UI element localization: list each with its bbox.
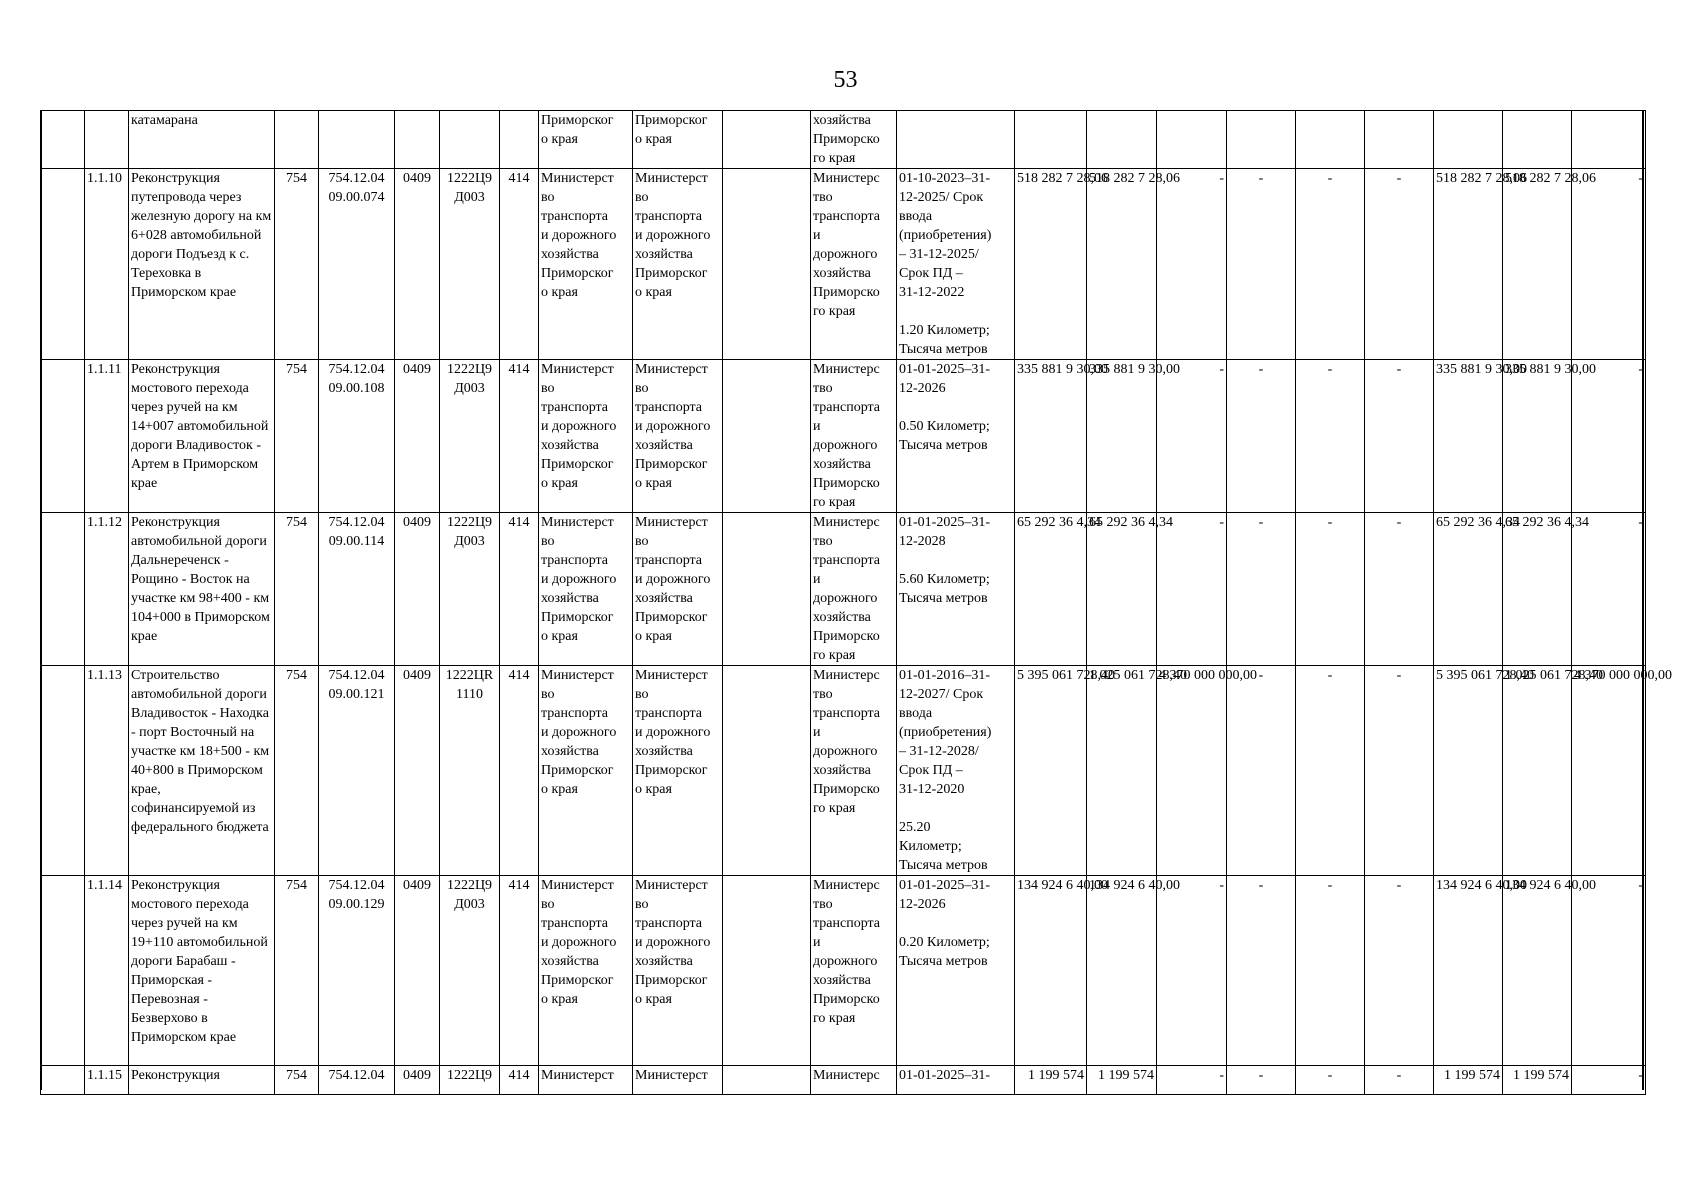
cell-year4-amount: - (1296, 1066, 1365, 1095)
cell-regional-amount: 518 282 7 28,06 (1503, 169, 1572, 360)
cell-item-number: 1.1.15 (85, 1066, 129, 1095)
cell-grbs-name: Министерст во транспорта и дорожного хозяйства Приморског о края (539, 169, 633, 360)
cell-item-number: 1.1.13 (85, 666, 129, 876)
cell-blank-left (41, 876, 85, 1066)
cell-customer-name: Министерст (633, 1066, 723, 1095)
cell-grbs-code: 754 (275, 169, 319, 360)
cell-year2-amount: - (1157, 169, 1227, 360)
cell-section (395, 111, 440, 169)
cell-object-name: Реконструкция (129, 1066, 275, 1095)
cell-total-amount: 65 292 36 4,34 (1434, 513, 1503, 666)
cell-section: 0409 (395, 1066, 440, 1095)
cell-empty (723, 876, 811, 1066)
table-body (41, 111, 1672, 1095)
cell-year3-amount: - (1227, 513, 1296, 666)
cell-customer-name: Министерст во транспорта и дорожного хозяйства Приморског о края (633, 169, 723, 360)
cell-section: 0409 (395, 513, 440, 666)
cell-regional-amount: 1 199 574 (1503, 1066, 1572, 1095)
cell-object-name: Реконструкция путепровода через железную дорогу на км 6+028 автомобильной дороги Подъезд к с. Тереховка в Приморском крае (129, 169, 275, 360)
cell-object-code (319, 111, 395, 169)
cell-year2-amount: 4 370 000 000,00 (1157, 666, 1227, 876)
cell-federal-amount: - (1572, 876, 1646, 1066)
cell-year5-amount: - (1365, 169, 1434, 360)
cell-section: 0409 (395, 876, 440, 1066)
cell-item-number: 1.1.11 (85, 360, 129, 513)
cell-target-article: 1222Ц9 Д003 (440, 360, 500, 513)
cell-year1-amount: 134 924 6 40,00 (1087, 876, 1157, 1066)
cell-year5-amount: - (1365, 360, 1434, 513)
table-row (41, 666, 1646, 876)
cell-object-name: катамарана (129, 111, 275, 169)
cell-year3-amount: - (1227, 876, 1296, 1066)
cell-grbs-code: 754 (275, 666, 319, 876)
cell-grbs-code: 754 (275, 1066, 319, 1095)
cell-year2-amount (1157, 111, 1227, 169)
cell-target-article: 1222Ц9 Д003 (440, 876, 500, 1066)
cell-empty (723, 1066, 811, 1095)
table-row (41, 169, 1646, 360)
cell-year5-amount: - (1365, 1066, 1434, 1095)
table-row (41, 513, 1646, 666)
cell-developer-name: Министерс тво транспорта и дорожного хозяйства Приморско го края (811, 666, 897, 876)
cell-developer-name: Министерс тво транспорта и дорожного хозяйства Приморско го края (811, 513, 897, 666)
cell-expense-type: 414 (500, 666, 539, 876)
cell-year2-amount: - (1157, 876, 1227, 1066)
cell-year4-amount: - (1296, 169, 1365, 360)
cell-empty (723, 111, 811, 169)
cell-year1-amount: 1 025 061 728,40 (1087, 666, 1157, 876)
cell-estimated-cost: 134 924 6 40,00 (1015, 876, 1087, 1066)
cell-year4-amount: - (1296, 513, 1365, 666)
cell-estimated-cost: 518 282 7 28,06 (1015, 169, 1087, 360)
cell-year5-amount: - (1365, 513, 1434, 666)
cell-blank-left (41, 513, 85, 666)
cell-grbs-name: Министерст во транспорта и дорожного хозяйства Приморског о края (539, 876, 633, 1066)
cell-customer-name: Приморског о края (633, 111, 723, 169)
cell-grbs-name: Министерст во транспорта и дорожного хозяйства Приморског о края (539, 360, 633, 513)
page-number: 53 (833, 67, 858, 93)
cell-total-amount: 5 395 061 728,40 (1434, 666, 1503, 876)
cell-total-amount: 134 924 6 40,00 (1434, 876, 1503, 1066)
cell-section: 0409 (395, 360, 440, 513)
cell-grbs-code: 754 (275, 876, 319, 1066)
cell-blank-left (41, 666, 85, 876)
cell-customer-name: Министерст во транспорта и дорожного хозяйства Приморског о края (633, 360, 723, 513)
cell-year5-amount: - (1365, 666, 1434, 876)
cell-estimated-cost: 65 292 36 4,34 (1015, 513, 1087, 666)
cell-regional-amount: 65 292 36 4,34 (1503, 513, 1572, 666)
cell-object-code: 754.12.04 (319, 1066, 395, 1095)
cell-object-name: Строительство автомобильной дороги Владивосток - Находка - порт Восточный на участке км 18+500 - км 40+800 в Приморском крае, софинансируемой из федерального бюджета (129, 666, 275, 876)
cell-expense-type (500, 111, 539, 169)
cell-federal-amount: - (1572, 1066, 1646, 1095)
cell-period-capacity: 01-01-2025–31- 12-2026 0.20 Километр; Тысяча метров (897, 876, 1015, 1066)
cell-target-article (440, 111, 500, 169)
budget-table (40, 110, 1672, 1095)
cell-item-number (85, 111, 129, 169)
cell-grbs-name: Министерст во транспорта и дорожного хозяйства Приморског о края (539, 513, 633, 666)
cell-expense-type: 414 (500, 169, 539, 360)
cell-regional-amount: 335 881 9 30,00 (1503, 360, 1572, 513)
cell-year1-amount (1087, 111, 1157, 169)
cell-total-amount (1434, 111, 1503, 169)
cell-federal-amount: - (1572, 513, 1646, 666)
cell-regional-amount: 134 924 6 40,00 (1503, 876, 1572, 1066)
cell-estimated-cost: 335 881 9 30,00 (1015, 360, 1087, 513)
cell-section: 0409 (395, 169, 440, 360)
cell-grbs-code: 754 (275, 513, 319, 666)
cell-total-amount: 1 199 574 (1434, 1066, 1503, 1095)
cell-item-number: 1.1.14 (85, 876, 129, 1066)
cell-grbs-code: 754 (275, 360, 319, 513)
cell-year4-amount: - (1296, 360, 1365, 513)
cell-object-code: 754.12.04 09.00.108 (319, 360, 395, 513)
cell-grbs-name: Приморског о края (539, 111, 633, 169)
cell-grbs-name: Министерст (539, 1066, 633, 1095)
cell-object-code: 754.12.04 09.00.074 (319, 169, 395, 360)
cell-estimated-cost: 5 395 061 728,40 (1015, 666, 1087, 876)
cell-blank-left (41, 360, 85, 513)
cell-object-code: 754.12.04 09.00.129 (319, 876, 395, 1066)
cell-object-name: Реконструкция мостового перехода через ручей на км 19+110 автомобильной дороги Барабаш - Приморская - Перевозная - Безверхово в Приморском крае (129, 876, 275, 1066)
cell-expense-type: 414 (500, 1066, 539, 1095)
cell-target-article: 1222Ц9 Д003 (440, 169, 500, 360)
cell-regional-amount (1503, 111, 1572, 169)
cell-target-article: 1222Ц9 Д003 (440, 513, 500, 666)
cell-grbs-code (275, 111, 319, 169)
cell-blank-left (41, 1066, 85, 1095)
cell-year3-amount (1227, 111, 1296, 169)
cell-target-article: 1222ЦR 1110 (440, 666, 500, 876)
cell-developer-name: Министерс (811, 1066, 897, 1095)
cell-year3-amount: - (1227, 1066, 1296, 1095)
cell-period-capacity: 01-10-2023–31- 12-2025/ Срок ввода (приобретения) – 31-12-2025/ Срок ПД – 31-12-2022 1.20 Километр; Тысяча метров (897, 169, 1015, 360)
cell-object-name: Реконструкция мостового перехода через ручей на км 14+007 автомобильной дороги Владивосток - Артем в Приморском крае (129, 360, 275, 513)
cell-customer-name: Министерст во транспорта и дорожного хозяйства Приморског о края (633, 513, 723, 666)
cell-year4-amount: - (1296, 876, 1365, 1066)
cell-year2-amount: - (1157, 1066, 1227, 1095)
cell-estimated-cost: 1 199 574 (1015, 1066, 1087, 1095)
cell-item-number: 1.1.12 (85, 513, 129, 666)
cell-expense-type: 414 (500, 360, 539, 513)
cell-year3-amount: - (1227, 666, 1296, 876)
cell-blank-left (41, 111, 85, 169)
cell-estimated-cost (1015, 111, 1087, 169)
cell-year5-amount: - (1365, 876, 1434, 1066)
cell-year4-amount: - (1296, 666, 1365, 876)
cell-object-name: Реконструкция автомобильной дороги Дальнереченск - Рощино - Восток на участке км 98+400 - км 104+000 в Приморском крае (129, 513, 275, 666)
cell-federal-amount: - (1572, 360, 1646, 513)
cell-empty (723, 513, 811, 666)
cell-object-code: 754.12.04 09.00.114 (319, 513, 395, 666)
cell-year1-amount: 335 881 9 30,00 (1087, 360, 1157, 513)
cell-total-amount: 335 881 9 30,00 (1434, 360, 1503, 513)
cell-grbs-name: Министерст во транспорта и дорожного хозяйства Приморског о края (539, 666, 633, 876)
cell-empty (723, 666, 811, 876)
cell-section: 0409 (395, 666, 440, 876)
cell-year2-amount: - (1157, 360, 1227, 513)
cell-regional-amount: 1 025 061 728,40 (1503, 666, 1572, 876)
cell-target-article: 1222Ц9 (440, 1066, 500, 1095)
cell-federal-amount: - (1572, 169, 1646, 360)
cell-period-capacity (897, 111, 1015, 169)
cell-period-capacity: 01-01-2025–31- (897, 1066, 1015, 1095)
cell-year3-amount: - (1227, 169, 1296, 360)
cell-period-capacity: 01-01-2025–31- 12-2028 5.60 Километр; Тысяча метров (897, 513, 1015, 666)
cell-year2-amount: - (1157, 513, 1227, 666)
cell-year1-amount: 1 199 574 (1087, 1066, 1157, 1095)
cell-object-code: 754.12.04 09.00.121 (319, 666, 395, 876)
cell-year1-amount: 518 282 7 28,06 (1087, 169, 1157, 360)
cell-year4-amount (1296, 111, 1365, 169)
cell-year3-amount: - (1227, 360, 1296, 513)
table-row (41, 111, 1646, 169)
cell-federal-amount: 4 370 000 000,00 (1572, 666, 1646, 876)
cell-total-amount: 518 282 7 28,06 (1434, 169, 1503, 360)
table-row (41, 1066, 1646, 1095)
cell-year5-amount (1365, 111, 1434, 169)
cell-developer-name: Министерс тво транспорта и дорожного хозяйства Приморско го края (811, 876, 897, 1066)
cell-developer-name: хозяйства Приморско го края (811, 111, 897, 169)
cell-developer-name: Министерс тво транспорта и дорожного хозяйства Приморско го края (811, 169, 897, 360)
cell-year1-amount: 65 292 36 4,34 (1087, 513, 1157, 666)
cell-customer-name: Министерст во транспорта и дорожного хозяйства Приморског о края (633, 666, 723, 876)
cell-blank-left (41, 169, 85, 360)
cell-expense-type: 414 (500, 513, 539, 666)
cell-period-capacity: 01-01-2016–31- 12-2027/ Срок ввода (приобретения) – 31-12-2028/ Срок ПД – 31-12-2020 25.20 Километр; Тысяча метров (897, 666, 1015, 876)
cell-customer-name: Министерст во транспорта и дорожного хозяйства Приморског о края (633, 876, 723, 1066)
cell-federal-amount (1572, 111, 1646, 169)
table-row (41, 360, 1646, 513)
cell-developer-name: Министерс тво транспорта и дорожного хозяйства Приморско го края (811, 360, 897, 513)
cell-expense-type: 414 (500, 876, 539, 1066)
cell-empty (723, 360, 811, 513)
cell-item-number: 1.1.10 (85, 169, 129, 360)
table-row (41, 876, 1646, 1066)
cell-empty (723, 169, 811, 360)
cell-period-capacity: 01-01-2025–31- 12-2026 0.50 Километр; Тысяча метров (897, 360, 1015, 513)
